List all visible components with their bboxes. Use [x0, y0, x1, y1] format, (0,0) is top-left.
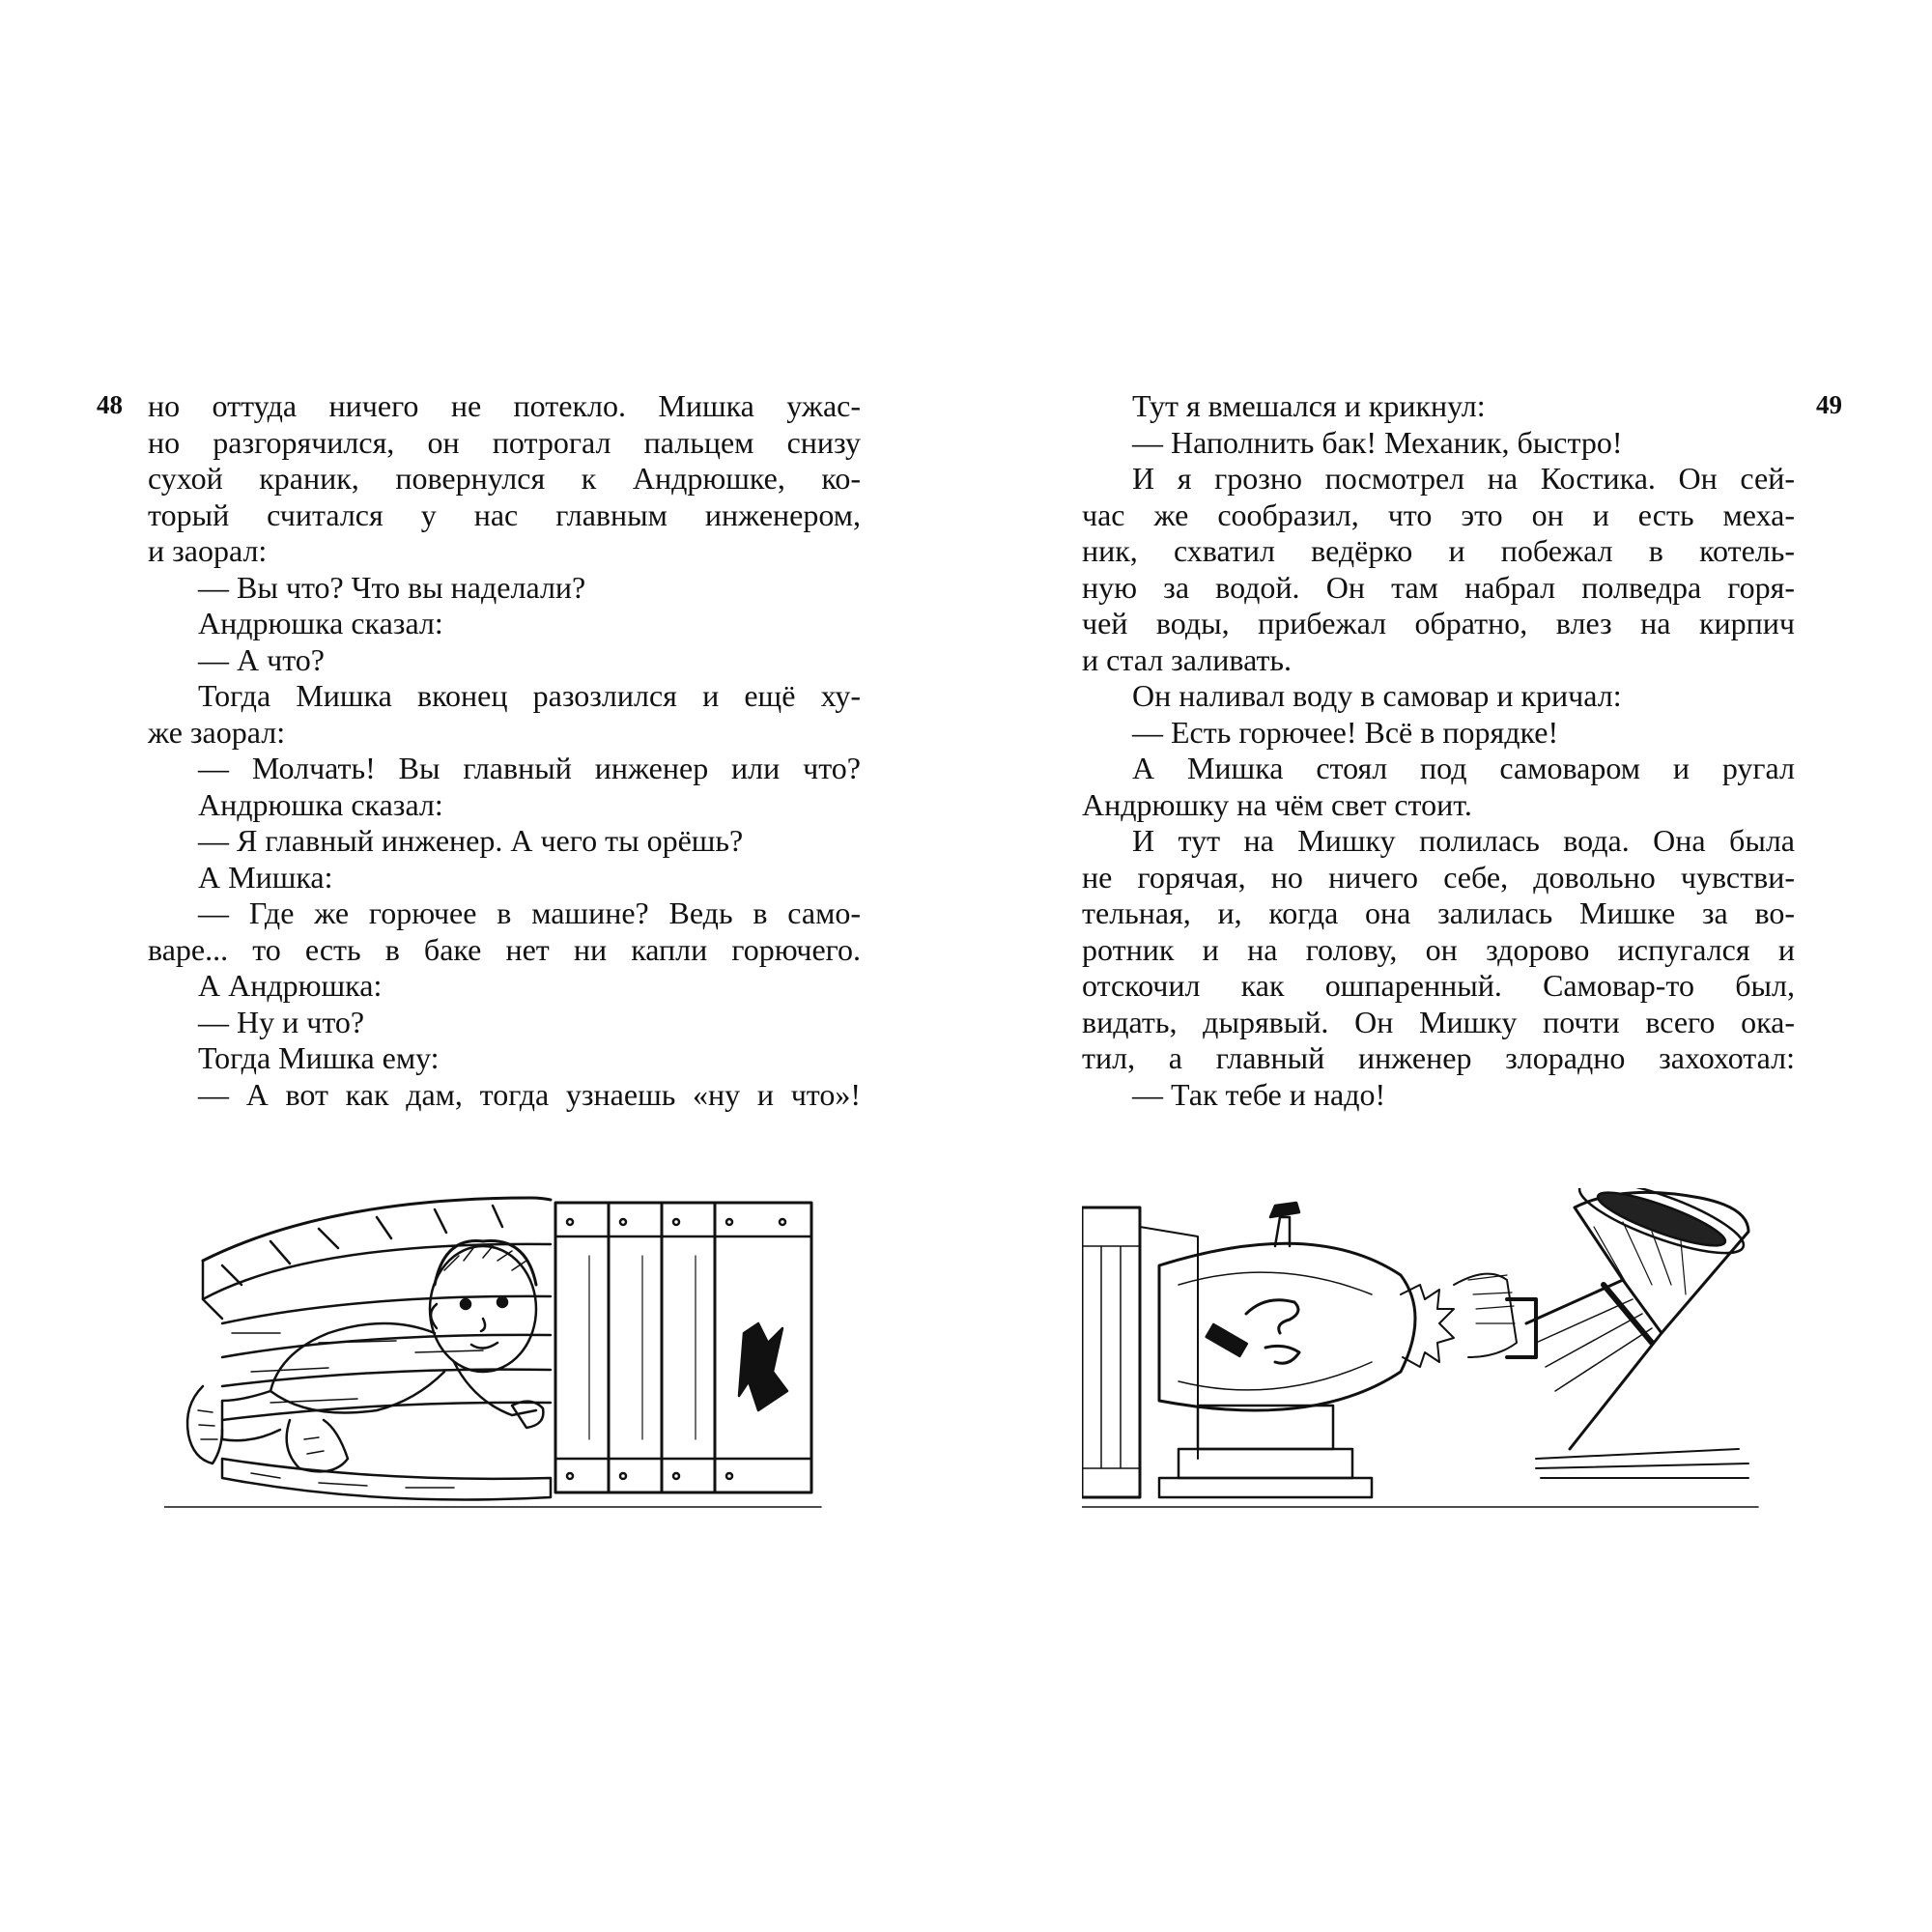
right-text-line: Он наливал воду в самовар и кричал: — [1132, 678, 1622, 713]
right-text-line: А Мишка стоял под самоваром и ругал — [1132, 751, 1795, 785]
right-text-line: И тут на Мишку полилась вода. Она была — [1132, 823, 1795, 858]
right-text-line: видать, дырявый. Он Мишку почти всего ока- — [1082, 1004, 1795, 1039]
illustration-samovar — [1082, 1188, 1797, 1526]
left-text-line: — А что? — [198, 641, 325, 677]
right-text-line: тил, а главный инженер злорадно захохотал: — [1082, 1040, 1795, 1075]
left-text-line: и заорал: — [148, 533, 268, 568]
right-text-block — [1082, 388, 1795, 1113]
right-text-line: не горячая, но ничего себе, довольно чувстви- — [1082, 859, 1795, 895]
left-text-line: — Я главный инженер. А чего ты орёшь? — [198, 823, 744, 858]
left-text-line: но разгорячился, он потрогал пальцем снизу — [148, 424, 861, 460]
left-text-line: Тогда Мишка ему: — [198, 1040, 440, 1075]
left-text-line: Андрюшка сказал: — [198, 606, 443, 640]
right-text-line: И я грозно посмотрел на Костика. Он сей- — [1132, 461, 1795, 496]
left-text-line: — Где же горючее в машине? Ведь в само- — [198, 895, 861, 930]
right-text-line: Андрюшку на чём свет стоит. — [1082, 786, 1472, 822]
left-text-line: же заорал: — [148, 714, 286, 750]
left-text-line: Тогда Мишка вконец разозлился и ещё ху- — [198, 678, 861, 713]
right-text-line: — Так тебе и надо! — [1132, 1076, 1386, 1112]
right-text-line: чей воды, прибежал обратно, влез на кирпич — [1082, 606, 1795, 640]
left-text-line: — Молчать! Вы главный инженер или что? — [198, 751, 861, 785]
left-text-line: варе... то есть в баке нет ни капли горючего. — [148, 931, 861, 967]
page-number-right: 49 — [1816, 390, 1842, 419]
right-text-line: час же сообразил, что это он и есть меха- — [1082, 497, 1795, 532]
right-page — [966, 0, 1932, 1932]
left-text-line: Андрюшка сказал: — [198, 786, 443, 822]
right-text-line: ротник и на голову, он здорово испугался и — [1082, 931, 1795, 967]
right-text-line: отскочил как ошпаренный. Самовар-то был, — [1082, 968, 1795, 1003]
right-text-line: ник, схватил ведёрко и побежал в котель- — [1082, 533, 1795, 568]
left-text-line: — А вот как дам, тогда узнаешь «ну и что»! — [198, 1076, 861, 1112]
left-text-line: — Ну и что? — [198, 1004, 365, 1039]
page-number-left: 48 — [97, 390, 123, 419]
left-text-line: сухой краник, повернулся к Андрюшке, ко- — [148, 461, 861, 496]
right-text-line: тельная, и, когда она залилась Мишке за во- — [1082, 895, 1795, 930]
right-text-line: ную за водой. Он там набрал полведра горя- — [1082, 569, 1795, 605]
left-text-line: А Андрюшка: — [198, 968, 383, 1003]
left-text-line: но оттуда ничего не потекло. Мишка ужас- — [148, 388, 861, 423]
right-text-line: Тут я вмешался и крикнул: — [1132, 388, 1486, 423]
left-text-block — [148, 388, 861, 1113]
right-text-line: — Наполнить бак! Механик, быстро! — [1132, 424, 1623, 460]
left-text-line: А Мишка: — [198, 859, 333, 895]
right-text-line: — Есть горючее! Всё в порядке! — [1132, 714, 1559, 750]
left-text-line: — Вы что? Что вы наделали? — [198, 569, 586, 605]
left-text-line: торый считался у нас главным инженером, — [148, 497, 861, 532]
right-text-line: и стал заливать. — [1082, 641, 1293, 677]
illustration-boy-crawling — [164, 1188, 869, 1526]
